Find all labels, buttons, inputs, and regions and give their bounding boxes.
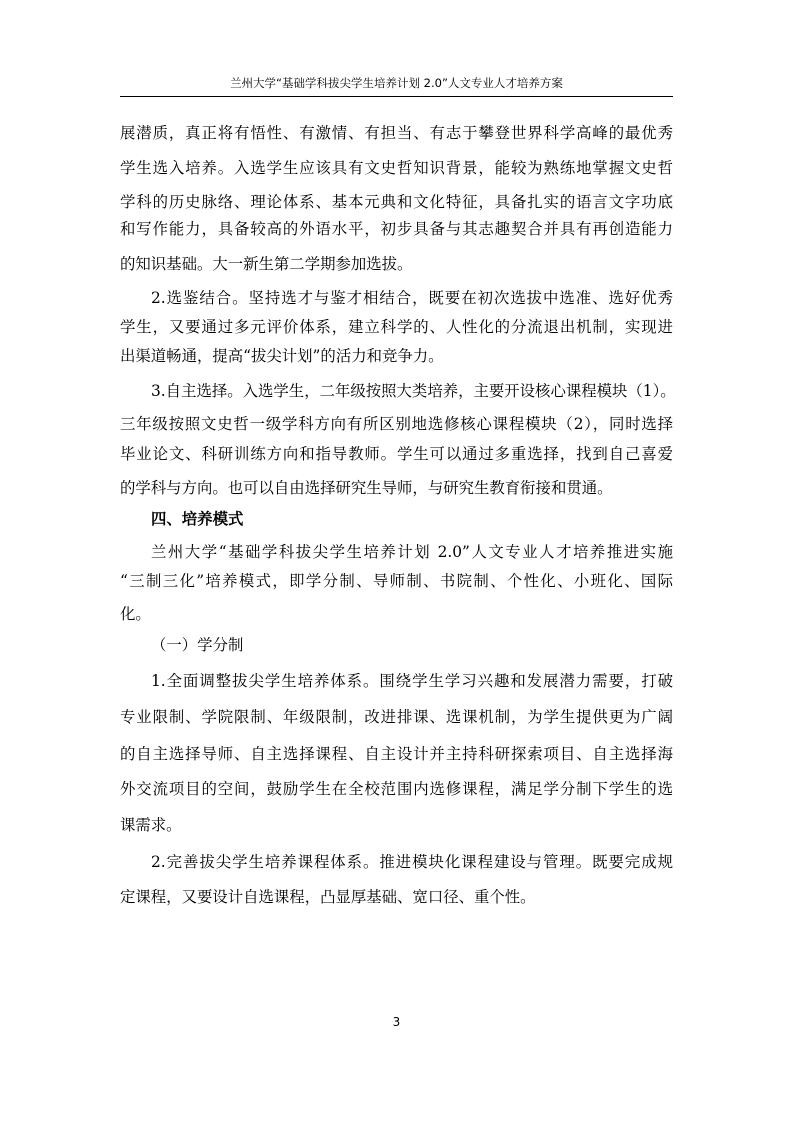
paragraph-line: 外交流项目的空间，鼓励学生在全校范围内选修课程，满足学分制下学生的选 bbox=[120, 780, 673, 798]
running-header: 兰州大学“基础学科拔尖学生培养计划 2.0”人文专业人才培养方案 bbox=[230, 76, 563, 90]
page-number: 3 bbox=[392, 1015, 401, 1029]
paragraph-line: 出渠道畅通，提高“拔尖计划”的活力和竞争力。 bbox=[120, 347, 444, 365]
paragraph-line: 化。 bbox=[120, 605, 151, 623]
paragraph-line: “三制三化”培养模式，即学分制、导师制、书院制、个性化、小班化、国际 bbox=[120, 572, 673, 590]
paragraph-line: 的自主选择导师、自主选择课程、自主设计并主持科研探索项目、自主选择海 bbox=[120, 745, 673, 763]
paragraph-line: 3.自主选择。入选学生，二年级按照大类培养，主要开设核心课程模块（1）。 bbox=[151, 382, 676, 400]
paragraph-line: 1.全面调整拔尖学生培养体系。围绕学生学习兴趣和发展潜力需要，打破 bbox=[151, 672, 673, 690]
paragraph-line: 展潜质，真正将有悟性、有激情、有担当、有志于攀登世界科学高峰的最优秀 bbox=[120, 124, 673, 142]
paragraph-line: 2.选鉴结合。坚持选才与鉴才相结合，既要在初次选拔中选准、选好优秀 bbox=[151, 289, 673, 307]
paragraph-line: 课需求。 bbox=[120, 816, 182, 834]
paragraph-line: 2.完善拔尖学生培养课程体系。推进模块化课程建设与管理。既要完成规 bbox=[151, 853, 673, 871]
paragraph-line: 定课程，又要设计自选课程，凸显厚基础、宽口径、重个性。 bbox=[120, 888, 536, 906]
paragraph-line: 的学科与方向。也可以自由选择研究生导师，与研究生教育衔接和贯通。 bbox=[120, 479, 613, 497]
paragraph-line: 的知识基础。大一新生第二学期参加选拔。 bbox=[120, 255, 413, 273]
paragraph-line: 兰州大学“基础学科拔尖学生培养计划 2.0”人文专业人才培养推进实施 bbox=[151, 543, 673, 561]
subsection-heading: （一）学分制 bbox=[151, 636, 244, 654]
paragraph-line: 毕业论文、科研训练方向和指导教师。学生可以通过多重选择，找到自己喜爱 bbox=[120, 445, 673, 463]
paragraph-line: 学生选入培养。入选学生应该具有文史哲知识背景，能较为熟练地掌握文史哲 bbox=[120, 159, 673, 177]
paragraph-line: 学科的历史脉络、理论体系、基本元典和文化特征，具备扎实的语言文字功底 bbox=[120, 193, 673, 211]
paragraph-line: 和写作能力，具备较高的外语水平，初步具备与其志趣契合并具有再创造能力 bbox=[120, 220, 673, 238]
section-heading: 四、培养模式 bbox=[151, 510, 244, 528]
paragraph-line: 学生，又要通过多元评价体系，建立科学的、人性化的分流退出机制，实现进 bbox=[120, 318, 673, 336]
paragraph-line: 三年级按照文史哲一级学科方向有所区别地选修核心课程模块（2），同时选择 bbox=[120, 415, 673, 433]
paragraph-line: 专业限制、学院限制、年级限制，改进排课、选课机制，为学生提供更为广阔 bbox=[120, 708, 673, 726]
header-divider bbox=[120, 96, 673, 97]
